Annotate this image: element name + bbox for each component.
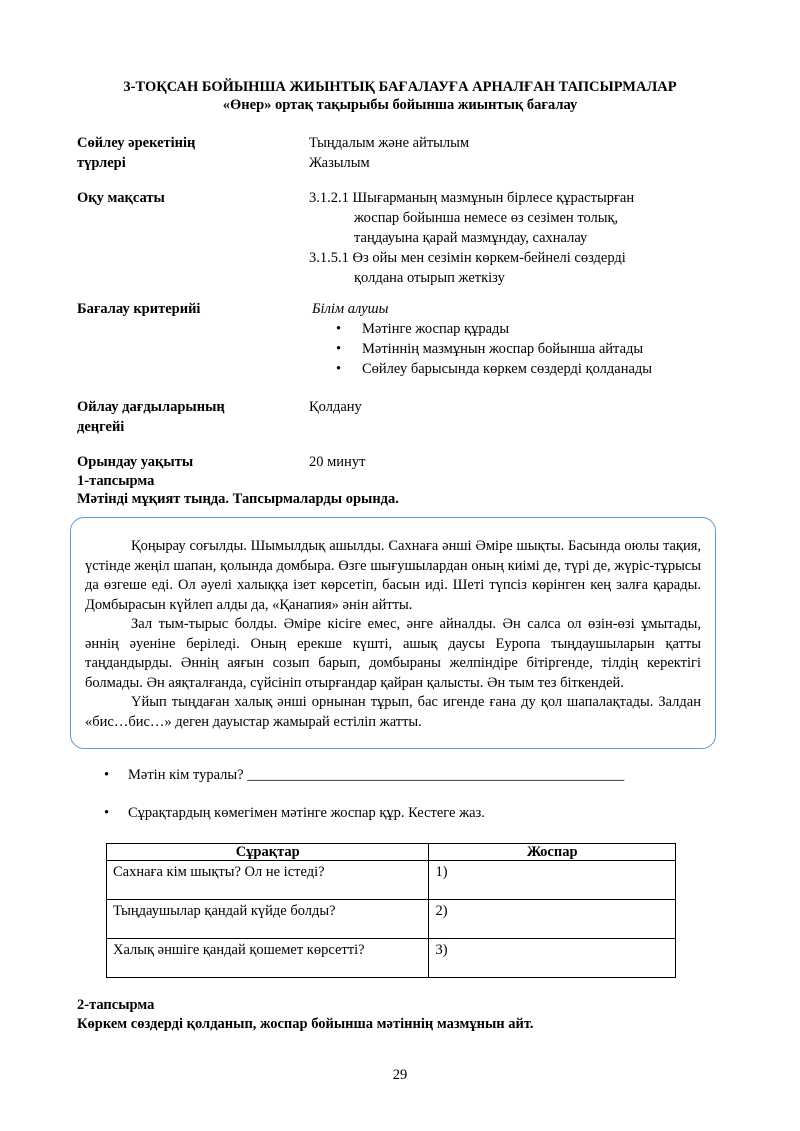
time-label: Орындау уақыты — [77, 454, 194, 470]
criteria-list — [336, 319, 732, 379]
bullet-icon: • — [104, 805, 110, 821]
question-item — [104, 767, 664, 784]
page-number: 29 — [392, 1067, 408, 1083]
goal-1: 3.1.2.1 Шығарманың мазмұнын бірлесе құрастырған жоспар бойынша немесе өз сезімен толық, таңдауына қарай мазмұндау, сахналау — [309, 190, 635, 246]
table-row — [107, 861, 676, 900]
story-paragraph: Қоңырау соғылды. Шымылдық ашылды. Сахнаға әнші Әміре шықты. Басында оюлы тақия, үстінде жеңіл шапан, қолында домбыра. Өзге шығушылардан оның киімі де, түрі де, жүріс-тұрысы да өзгеше еді. Ол әуелі халыққа ізет көрсетіп, басын иді. Шеті түпсіз көрінген кең залға қарады. Домбырасын күйлеп алды да, «Қанапия» әнін айтты. — [85, 538, 701, 613]
task2-label: 2-тапсырма — [77, 997, 155, 1013]
learning-goals — [309, 188, 709, 288]
plan-cell[interactable]: 1) — [429, 861, 676, 900]
learning-goal-label: Оқу мақсаты — [77, 190, 165, 206]
question-text: Сұрақтардың көмегімен мәтінге жоспар құр. Кестеге жаз. — [128, 805, 485, 821]
criteria-item: • Мәтінге жоспар құрады — [336, 321, 510, 337]
criteria-item: • Сөйлеу барысында көркем сөздерді қолданады — [336, 361, 653, 377]
task1-instruction: Мәтінді мұқият тыңда. Тапсырмаларды орында. — [77, 491, 399, 507]
time-value: 20 минут — [309, 454, 366, 470]
plan-table — [106, 843, 676, 978]
bullet-icon: • — [336, 361, 342, 377]
bullet-icon: • — [336, 341, 342, 357]
column-header: Жоспар — [429, 844, 676, 861]
story-paragraph: Зал тым-тырыс болды. Әміре кісіге емес, әнге айналды. Ән салса ол өзін-өзі ұмытады, әннің әуеніне беріледі. Оның ерекше күшті, ашық даусы Еуропа тыңдаушыларын қатты таңдандырды. Әннің аяғын созып барып, домбыраны желпіндіре бітіргенде, тілдің керектігі болмады. Ән аяқталғанда, сүйсініп отырғандар қайран қалысты. Ән тым тез біткендей. — [85, 616, 701, 691]
speech-types-value: Тыңдалым және айтылым Жазылым — [309, 135, 470, 171]
criteria-head: Білім алушы — [312, 301, 389, 317]
answer-blank[interactable]: ____________________________________________________ — [247, 767, 625, 783]
thinking-level-value: Қолдану — [309, 399, 362, 415]
task2-instruction: Көркем сөздерді қолданып, жоспар бойынша мәтіннің мазмұнын айт. — [77, 1016, 534, 1032]
story-paragraph: Үйып тыңдаған халық әнші орнынан тұрып, бас игенде ғана ду қол шапалақтады. Залдан «бис…бис…» деген дауыстар жамырай естіліп жатты. — [85, 694, 701, 730]
criteria-block — [312, 299, 732, 379]
criteria-item: • Мәтіннің мазмұнын жоспар бойынша айтады — [336, 341, 644, 357]
bullet-icon: • — [336, 321, 342, 337]
table-header-row — [107, 844, 676, 861]
column-header: Сұрақтар — [107, 844, 429, 861]
question-cell: Халық әншіге қандай қошемет көрсетті? — [107, 939, 429, 978]
question-cell: Сахнаға кім шықты? Ол не істеді? — [107, 861, 429, 900]
thinking-level-label: Ойлау дағдыларының деңгейі — [77, 399, 225, 435]
page-subtitle: «Өнер» ортақ тақырыбы бойынша жиынтық бағалау — [222, 97, 578, 113]
question-item — [104, 805, 664, 822]
speech-types-label: Сөйлеу әрекетінің түрлері — [77, 135, 196, 171]
question-text: Мәтін кім туралы? — [128, 767, 244, 783]
table-row — [107, 900, 676, 939]
bullet-icon: • — [104, 767, 110, 783]
story-text-box — [70, 517, 716, 749]
goal-2: 3.1.5.1 Өз ойы мен сезімін көркем-бейнелі сөздерді қолдана отырып жеткізу — [309, 250, 626, 286]
plan-cell[interactable]: 2) — [429, 900, 676, 939]
table-row — [107, 939, 676, 978]
plan-cell[interactable]: 3) — [429, 939, 676, 978]
task1-label: 1-тапсырма — [77, 473, 155, 489]
question-cell: Тыңдаушылар қандай күйде болды? — [107, 900, 429, 939]
page-title: 3-ТОҚСАН БОЙЫНША ЖИЫНТЫҚ БАҒАЛАУҒА АРНАЛҒАН ТАПСЫРМАЛАР — [123, 79, 677, 95]
criteria-label: Бағалау критерийі — [77, 301, 201, 317]
